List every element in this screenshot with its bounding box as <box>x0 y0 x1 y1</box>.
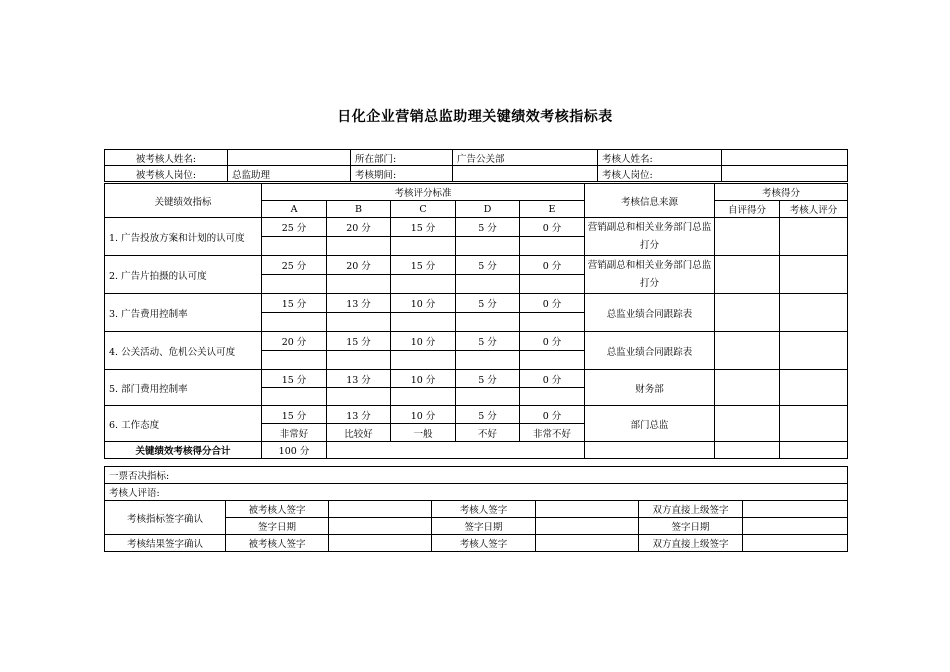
result-evaluatee-sign-label: 被考核人签字 <box>226 535 329 552</box>
kpi-1-score-e: 0 分 <box>520 218 585 237</box>
result-evaluator-sign-label: 考核人签字 <box>432 535 536 552</box>
kpi-5-score-a: 15 分 <box>262 370 327 388</box>
evaluator-name-label: 考核人姓名: <box>598 150 722 166</box>
kpi-1-input-e[interactable] <box>520 237 585 256</box>
evaluatee-name-field[interactable] <box>228 150 351 166</box>
kpi-3-input-d[interactable] <box>456 313 520 332</box>
result-evaluator-sign-field[interactable] <box>536 535 639 552</box>
department-field[interactable]: 广告公关部 <box>453 150 598 166</box>
kpi-6-score-d: 5 分 <box>456 406 520 424</box>
info-table <box>104 149 848 182</box>
kpi-6-self-score[interactable] <box>715 406 780 442</box>
kpi-3-input-e[interactable] <box>520 313 585 332</box>
total-evaluator-score[interactable] <box>780 442 848 459</box>
total-self-score[interactable] <box>715 442 780 459</box>
kpi-1-source: 营销副总和相关业务部门总监打分 <box>585 218 715 256</box>
kpi-2-input-a[interactable] <box>262 275 327 294</box>
kpi-2-input-c[interactable] <box>391 275 456 294</box>
kpi-5-input-e[interactable] <box>520 388 585 406</box>
kpi-name-4: 4. 公关活动、危机公关认可度 <box>105 332 262 370</box>
kpi-table <box>104 183 848 459</box>
grade-d-header: D <box>456 201 520 218</box>
result-evaluatee-sign-field[interactable] <box>329 535 432 552</box>
grade-e-header: E <box>520 201 585 218</box>
kpi-2-input-d[interactable] <box>456 275 520 294</box>
total-blank[interactable] <box>327 442 585 459</box>
kpi-4-input-b[interactable] <box>327 351 391 370</box>
kpi-6-score-e: 0 分 <box>520 406 585 424</box>
kpi-4-input-a[interactable] <box>262 351 327 370</box>
indicator-evaluator-sign-field[interactable] <box>536 501 639 518</box>
kpi-1-evaluator-score[interactable] <box>780 218 848 256</box>
indicator-confirm-label: 考核指标签字确认 <box>105 501 226 535</box>
kpi-6-level-c: 一般 <box>391 424 456 442</box>
kpi-6-source: 部门总监 <box>585 406 715 442</box>
kpi-4-input-c[interactable] <box>391 351 456 370</box>
kpi-6-level-b: 比较好 <box>327 424 391 442</box>
evaluator-position-label: 考核人岗位: <box>598 166 722 182</box>
kpi-2-score-c: 15 分 <box>391 256 456 275</box>
grade-a-header: A <box>262 201 327 218</box>
evaluator-name-field[interactable] <box>722 150 848 166</box>
evaluatee-position-field[interactable]: 总监助理 <box>228 166 351 182</box>
evaluator-comments-field[interactable]: 考核人评语: <box>105 484 848 501</box>
kpi-3-score-a: 15 分 <box>262 294 327 313</box>
grade-c-header: C <box>391 201 456 218</box>
kpi-5-self-score[interactable] <box>715 370 780 406</box>
kpi-6-level-d: 不好 <box>456 424 520 442</box>
kpi-name-1: 1. 广告投放方案和计划的认可度 <box>105 218 262 256</box>
kpi-5-input-d[interactable] <box>456 388 520 406</box>
kpi-2-input-e[interactable] <box>520 275 585 294</box>
kpi-2-self-score[interactable] <box>715 256 780 294</box>
superior-sign-date-label: 签字日期 <box>639 518 743 535</box>
kpi-5-input-b[interactable] <box>327 388 391 406</box>
total-value: 100 分 <box>262 442 327 459</box>
kpi-4-source: 总监业绩合同跟踪表 <box>585 332 715 370</box>
kpi-1-input-a[interactable] <box>262 237 327 256</box>
kpi-3-source: 总监业绩合同跟踪表 <box>585 294 715 332</box>
period-label: 考核期间: <box>351 166 453 182</box>
kpi-5-input-a[interactable] <box>262 388 327 406</box>
evaluatee-sign-date-field[interactable] <box>329 518 432 535</box>
kpi-name-5: 5. 部门费用控制率 <box>105 370 262 406</box>
result-superior-sign-label: 双方直接上级签字 <box>639 535 743 552</box>
kpi-3-score-b: 13 分 <box>327 294 391 313</box>
page-title: 日化企业营销总监助理关键绩效考核指标表 <box>337 109 613 125</box>
kpi-name-6: 6. 工作态度 <box>105 406 262 442</box>
kpi-1-input-d[interactable] <box>456 237 520 256</box>
kpi-3-input-a[interactable] <box>262 313 327 332</box>
indicator-superior-sign-field[interactable] <box>743 501 848 518</box>
kpi-2-score-b: 20 分 <box>327 256 391 275</box>
kpi-3-score-e: 0 分 <box>520 294 585 313</box>
kpi-5-score-d: 5 分 <box>456 370 520 388</box>
total-label: 关键绩效考核得分合计 <box>105 442 262 459</box>
kpi-2-input-b[interactable] <box>327 275 391 294</box>
kpi-5-score-e: 0 分 <box>520 370 585 388</box>
kpi-2-evaluator-score[interactable] <box>780 256 848 294</box>
evaluator-sign-date-label: 签字日期 <box>432 518 536 535</box>
signature-table <box>104 466 848 552</box>
kpi-1-input-c[interactable] <box>391 237 456 256</box>
superior-sign-date-field[interactable] <box>743 518 848 535</box>
total-source-blank[interactable] <box>585 442 715 459</box>
grade-b-header: B <box>327 201 391 218</box>
period-field[interactable] <box>453 166 598 182</box>
kpi-4-input-d[interactable] <box>456 351 520 370</box>
kpi-1-self-score[interactable] <box>715 218 780 256</box>
kpi-2-score-d: 5 分 <box>456 256 520 275</box>
kpi-6-score-a: 15 分 <box>262 406 327 424</box>
kpi-2-source: 营销副总和相关业务部门总监打分 <box>585 256 715 294</box>
veto-indicator-field[interactable]: 一票否决指标: <box>105 467 848 484</box>
kpi-4-self-score[interactable] <box>715 332 780 370</box>
indicator-evaluator-sign-label: 考核人签字 <box>432 501 536 518</box>
kpi-1-input-b[interactable] <box>327 237 391 256</box>
indicator-evaluatee-sign-field[interactable] <box>329 501 432 518</box>
evaluator-score-header: 考核人评分 <box>780 201 848 218</box>
score-header: 考核得分 <box>715 184 848 201</box>
kpi-1-score-d: 5 分 <box>456 218 520 237</box>
evaluatee-sign-date-label: 签字日期 <box>226 518 329 535</box>
evaluatee-position-label: 被考核人岗位: <box>105 166 228 182</box>
kpi-6-level-a: 非常好 <box>262 424 327 442</box>
kpi-4-input-e[interactable] <box>520 351 585 370</box>
kpi-6-score-c: 10 分 <box>391 406 456 424</box>
result-superior-sign-field[interactable] <box>743 535 848 552</box>
indicator-superior-sign-label: 双方直接上级签字 <box>639 501 743 518</box>
kpi-5-score-b: 13 分 <box>327 370 391 388</box>
kpi-5-source: 财务部 <box>585 370 715 406</box>
kpi-5-score-c: 10 分 <box>391 370 456 388</box>
kpi-1-score-b: 20 分 <box>327 218 391 237</box>
kpi-4-score-b: 15 分 <box>327 332 391 351</box>
kpi-3-input-b[interactable] <box>327 313 391 332</box>
kpi-2-score-e: 0 分 <box>520 256 585 275</box>
kpi-6-level-e: 非常不好 <box>520 424 585 442</box>
kpi-1-score-c: 15 分 <box>391 218 456 237</box>
kpi-3-self-score[interactable] <box>715 294 780 332</box>
self-score-header: 自评得分 <box>715 201 780 218</box>
kpi-5-evaluator-score[interactable] <box>780 370 848 406</box>
kpi-4-score-e: 0 分 <box>520 332 585 351</box>
kpi-3-input-c[interactable] <box>391 313 456 332</box>
kpi-3-score-c: 10 分 <box>391 294 456 313</box>
kpi-name-2: 2. 广告片拍摄的认可度 <box>105 256 262 294</box>
evaluator-position-field[interactable] <box>722 166 848 182</box>
result-confirm-label: 考核结果签字确认 <box>105 535 226 552</box>
evaluatee-name-label: 被考核人姓名: <box>105 150 228 166</box>
kpi-name-3: 3. 广告费用控制率 <box>105 294 262 332</box>
criteria-header: 考核评分标准 <box>262 184 585 201</box>
kpi-4-evaluator-score[interactable] <box>780 332 848 370</box>
kpi-4-score-d: 5 分 <box>456 332 520 351</box>
source-header: 考核信息来源 <box>585 184 715 218</box>
evaluator-sign-date-field[interactable] <box>536 518 639 535</box>
kpi-5-input-c[interactable] <box>391 388 456 406</box>
kpi-1-score-a: 25 分 <box>262 218 327 237</box>
kpi-2-score-a: 25 分 <box>262 256 327 275</box>
kpi-6-score-b: 13 分 <box>327 406 391 424</box>
kpi-3-evaluator-score[interactable] <box>780 294 848 332</box>
kpi-3-score-d: 5 分 <box>456 294 520 313</box>
kpi-6-evaluator-score[interactable] <box>780 406 848 442</box>
kpi-4-score-c: 10 分 <box>391 332 456 351</box>
kpi-header: 关键绩效指标 <box>105 184 262 218</box>
indicator-evaluatee-sign-label: 被考核人签字 <box>226 501 329 518</box>
kpi-4-score-a: 20 分 <box>262 332 327 351</box>
department-label: 所在部门: <box>351 150 453 166</box>
